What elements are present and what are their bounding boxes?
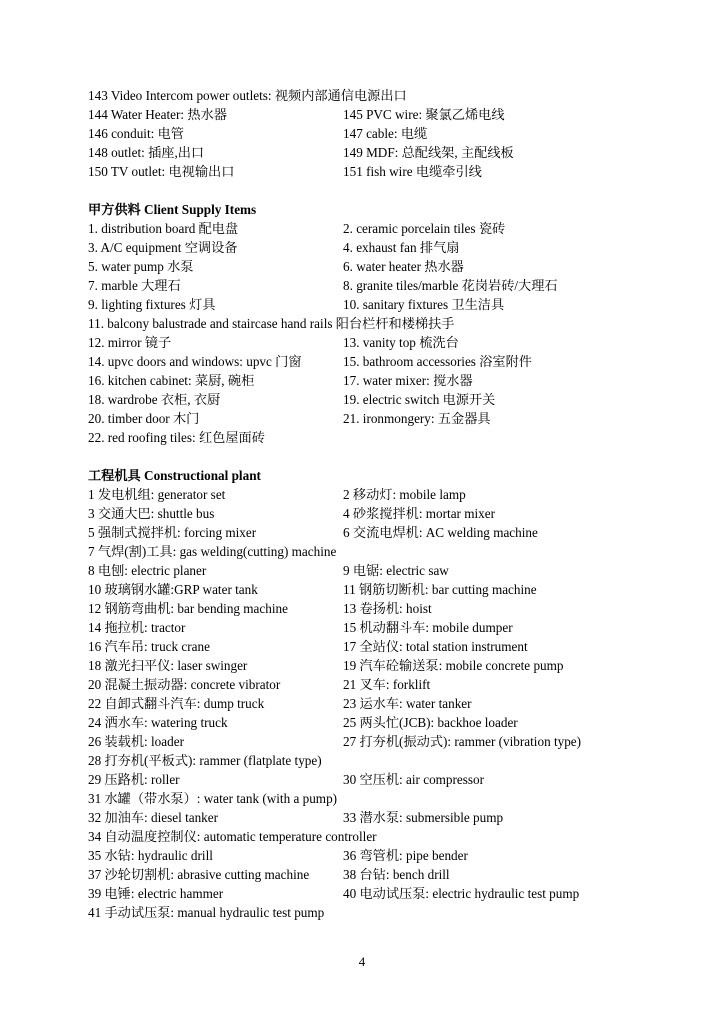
list-item: 4 砂浆搅拌机: mortar mixer bbox=[343, 506, 495, 521]
list-item: 40 电动试压泵: electric hydraulic test pump bbox=[343, 886, 580, 901]
list-item: 147 cable: 电缆 bbox=[343, 126, 428, 141]
list-row bbox=[88, 713, 648, 732]
list-row bbox=[88, 314, 648, 333]
list-item: 1. distribution board 配电盘 bbox=[88, 221, 239, 236]
list-row bbox=[88, 675, 648, 694]
list-item: 25 两头忙(JCB): backhoe loader bbox=[343, 715, 518, 730]
list-row bbox=[88, 352, 648, 371]
list-item: 19. electric switch 电源开关 bbox=[343, 392, 496, 407]
list-item: 2. ceramic porcelain tiles 瓷砖 bbox=[343, 221, 506, 236]
list-item: 5. water pump 水泵 bbox=[88, 259, 194, 274]
list-row bbox=[88, 124, 648, 143]
list-row bbox=[88, 884, 648, 903]
list-row bbox=[88, 162, 648, 181]
section-gap bbox=[88, 181, 648, 200]
list-item: 3 交通大巴: shuttle bus bbox=[88, 506, 215, 521]
wiring-terms-list bbox=[88, 86, 648, 181]
list-item: 3. A/C equipment 空调设备 bbox=[88, 240, 238, 255]
list-row bbox=[88, 504, 648, 523]
list-item: 31 水罐（带水泵）: water tank (with a pump) bbox=[88, 791, 338, 806]
client-supply-heading-text: 甲方供料 Client Supply Items bbox=[88, 202, 257, 217]
plant-list bbox=[88, 485, 648, 922]
list-row bbox=[88, 789, 648, 808]
list-item: 39 电锤: electric hammer bbox=[88, 886, 224, 901]
list-row bbox=[88, 485, 648, 504]
list-row bbox=[88, 637, 648, 656]
list-row bbox=[88, 808, 648, 827]
list-item: 151 fish wire 电缆牵引线 bbox=[343, 164, 482, 179]
list-item: 8 电刨: electric planer bbox=[88, 563, 207, 578]
list-item: 19 汽车砼输送泵: mobile concrete pump bbox=[343, 658, 564, 673]
list-item: 30 空压机: air compressor bbox=[343, 772, 485, 787]
list-row bbox=[88, 618, 648, 637]
list-item: 16 汽车吊: truck crane bbox=[88, 639, 210, 654]
list-item: 146 conduit: 电管 bbox=[88, 126, 184, 141]
list-item: 38 台钻: bench drill bbox=[343, 867, 450, 882]
list-row bbox=[88, 257, 648, 276]
list-row bbox=[88, 276, 648, 295]
list-item: 17 全站仪: total station instrument bbox=[343, 639, 528, 654]
list-item: 26 装载机: loader bbox=[88, 734, 184, 749]
list-row bbox=[88, 751, 648, 770]
list-item: 12 钢筋弯曲机: bar bending machine bbox=[88, 601, 288, 616]
list-item: 18. wardrobe 衣柜, 衣厨 bbox=[88, 392, 221, 407]
list-item: 27 打夯机(振动式): rammer (vibration type) bbox=[343, 734, 582, 749]
list-row bbox=[88, 143, 648, 162]
plant-heading bbox=[88, 466, 648, 485]
list-item: 7 气焊(割)工具: gas welding(cutting) machine bbox=[88, 544, 337, 559]
list-item: 17. water mixer: 搅水器 bbox=[343, 373, 473, 388]
list-item: 16. kitchen cabinet: 菜厨, 碗柜 bbox=[88, 373, 255, 388]
list-row bbox=[88, 390, 648, 409]
list-row bbox=[88, 105, 648, 124]
list-item: 33 潜水泵: submersible pump bbox=[343, 810, 504, 825]
list-item: 6. water heater 热水器 bbox=[343, 259, 464, 274]
list-item: 13. vanity top 梳洗台 bbox=[343, 335, 459, 350]
list-item: 13 卷扬机: hoist bbox=[343, 601, 432, 616]
list-item: 149 MDF: 总配线架, 主配线板 bbox=[343, 145, 514, 160]
list-item: 34 自动温度控制仪: automatic temperature controller bbox=[88, 829, 377, 844]
list-row bbox=[88, 580, 648, 599]
plant-heading-text: 工程机具 Constructional plant bbox=[88, 468, 261, 483]
list-row bbox=[88, 865, 648, 884]
list-item: 10 玻璃钢水罐:GRP water tank bbox=[88, 582, 258, 597]
list-row bbox=[88, 903, 648, 922]
list-item: 28 打夯机(平板式): rammer (flatplate type) bbox=[88, 753, 322, 768]
list-item: 144 Water Heater: 热水器 bbox=[88, 107, 227, 122]
list-row bbox=[88, 428, 648, 447]
list-item: 41 手动试压泵: manual hydraulic test pump bbox=[88, 905, 325, 920]
list-item: 14 拖拉机: tractor bbox=[88, 620, 186, 635]
list-item: 10. sanitary fixtures 卫生洁具 bbox=[343, 297, 505, 312]
list-row bbox=[88, 827, 648, 846]
list-row bbox=[88, 295, 648, 314]
list-row bbox=[88, 732, 648, 751]
list-item: 11. balcony balustrade and staircase hand rails 阳台栏杆和楼梯扶手 bbox=[88, 316, 455, 331]
list-item: 150 TV outlet: 电视输出口 bbox=[88, 164, 235, 179]
list-item: 36 弯管机: pipe bender bbox=[343, 848, 468, 863]
list-item: 1 发电机组: generator set bbox=[88, 487, 226, 502]
list-item: 22 自卸式翻斗汽车: dump truck bbox=[88, 696, 265, 711]
list-item: 14. upvc doors and windows: upvc 门窗 bbox=[88, 354, 302, 369]
list-row bbox=[88, 561, 648, 580]
list-item: 15 机动翻斗车: mobile dumper bbox=[343, 620, 513, 635]
list-item: 5 强制式搅拌机: forcing mixer bbox=[88, 525, 257, 540]
client-supply-heading bbox=[88, 200, 648, 219]
list-item: 15. bathroom accessories 浴室附件 bbox=[343, 354, 532, 369]
list-item: 21 叉车: forklift bbox=[343, 677, 431, 692]
list-item: 143 Video Intercom power outlets: 视频内部通信电源出口 bbox=[88, 88, 407, 103]
list-item: 20. timber door 木门 bbox=[88, 411, 200, 426]
list-row bbox=[88, 599, 648, 618]
client-supply-list bbox=[88, 219, 648, 447]
list-row bbox=[88, 409, 648, 428]
list-item: 20 混凝土振动器: concrete vibrator bbox=[88, 677, 281, 692]
list-item: 8. granite tiles/marble 花岗岩砖/大理石 bbox=[343, 278, 558, 293]
list-row bbox=[88, 770, 648, 789]
list-item: 18 激光扫平仪: laser swinger bbox=[88, 658, 248, 673]
list-row bbox=[88, 86, 648, 105]
list-item: 145 PVC wire: 聚氯乙烯电线 bbox=[343, 107, 505, 122]
list-row bbox=[88, 846, 648, 865]
list-item: 37 沙轮切割机: abrasive cutting machine bbox=[88, 867, 310, 882]
list-item: 6 交流电焊机: AC welding machine bbox=[343, 525, 538, 540]
section-gap bbox=[88, 447, 648, 466]
list-row bbox=[88, 523, 648, 542]
list-item: 35 水钻: hydraulic drill bbox=[88, 848, 213, 863]
list-item: 148 outlet: 插座,出口 bbox=[88, 145, 205, 160]
page-number: 4 bbox=[358, 954, 366, 969]
list-item: 7. marble 大理石 bbox=[88, 278, 181, 293]
list-row bbox=[88, 333, 648, 352]
list-item: 24 洒水车: watering truck bbox=[88, 715, 228, 730]
document-body bbox=[88, 86, 648, 922]
list-row bbox=[88, 542, 648, 561]
list-item: 32 加油车: diesel tanker bbox=[88, 810, 219, 825]
list-row bbox=[88, 371, 648, 390]
list-item: 21. ironmongery: 五金器具 bbox=[343, 411, 491, 426]
list-row bbox=[88, 238, 648, 257]
list-item: 29 压路机: roller bbox=[88, 772, 180, 787]
list-item: 9 电锯: electric saw bbox=[343, 563, 449, 578]
list-item: 2 移动灯: mobile lamp bbox=[343, 487, 466, 502]
list-item: 23 运水车: water tanker bbox=[343, 696, 472, 711]
list-item: 12. mirror 镜子 bbox=[88, 335, 172, 350]
list-item: 4. exhaust fan 排气扇 bbox=[343, 240, 460, 255]
list-row bbox=[88, 219, 648, 238]
list-item: 9. lighting fixtures 灯具 bbox=[88, 297, 216, 312]
list-row bbox=[88, 694, 648, 713]
list-item: 11 钢筋切断机: bar cutting machine bbox=[343, 582, 537, 597]
list-item: 22. red roofing tiles: 红色屋面砖 bbox=[88, 430, 265, 445]
list-row bbox=[88, 656, 648, 675]
